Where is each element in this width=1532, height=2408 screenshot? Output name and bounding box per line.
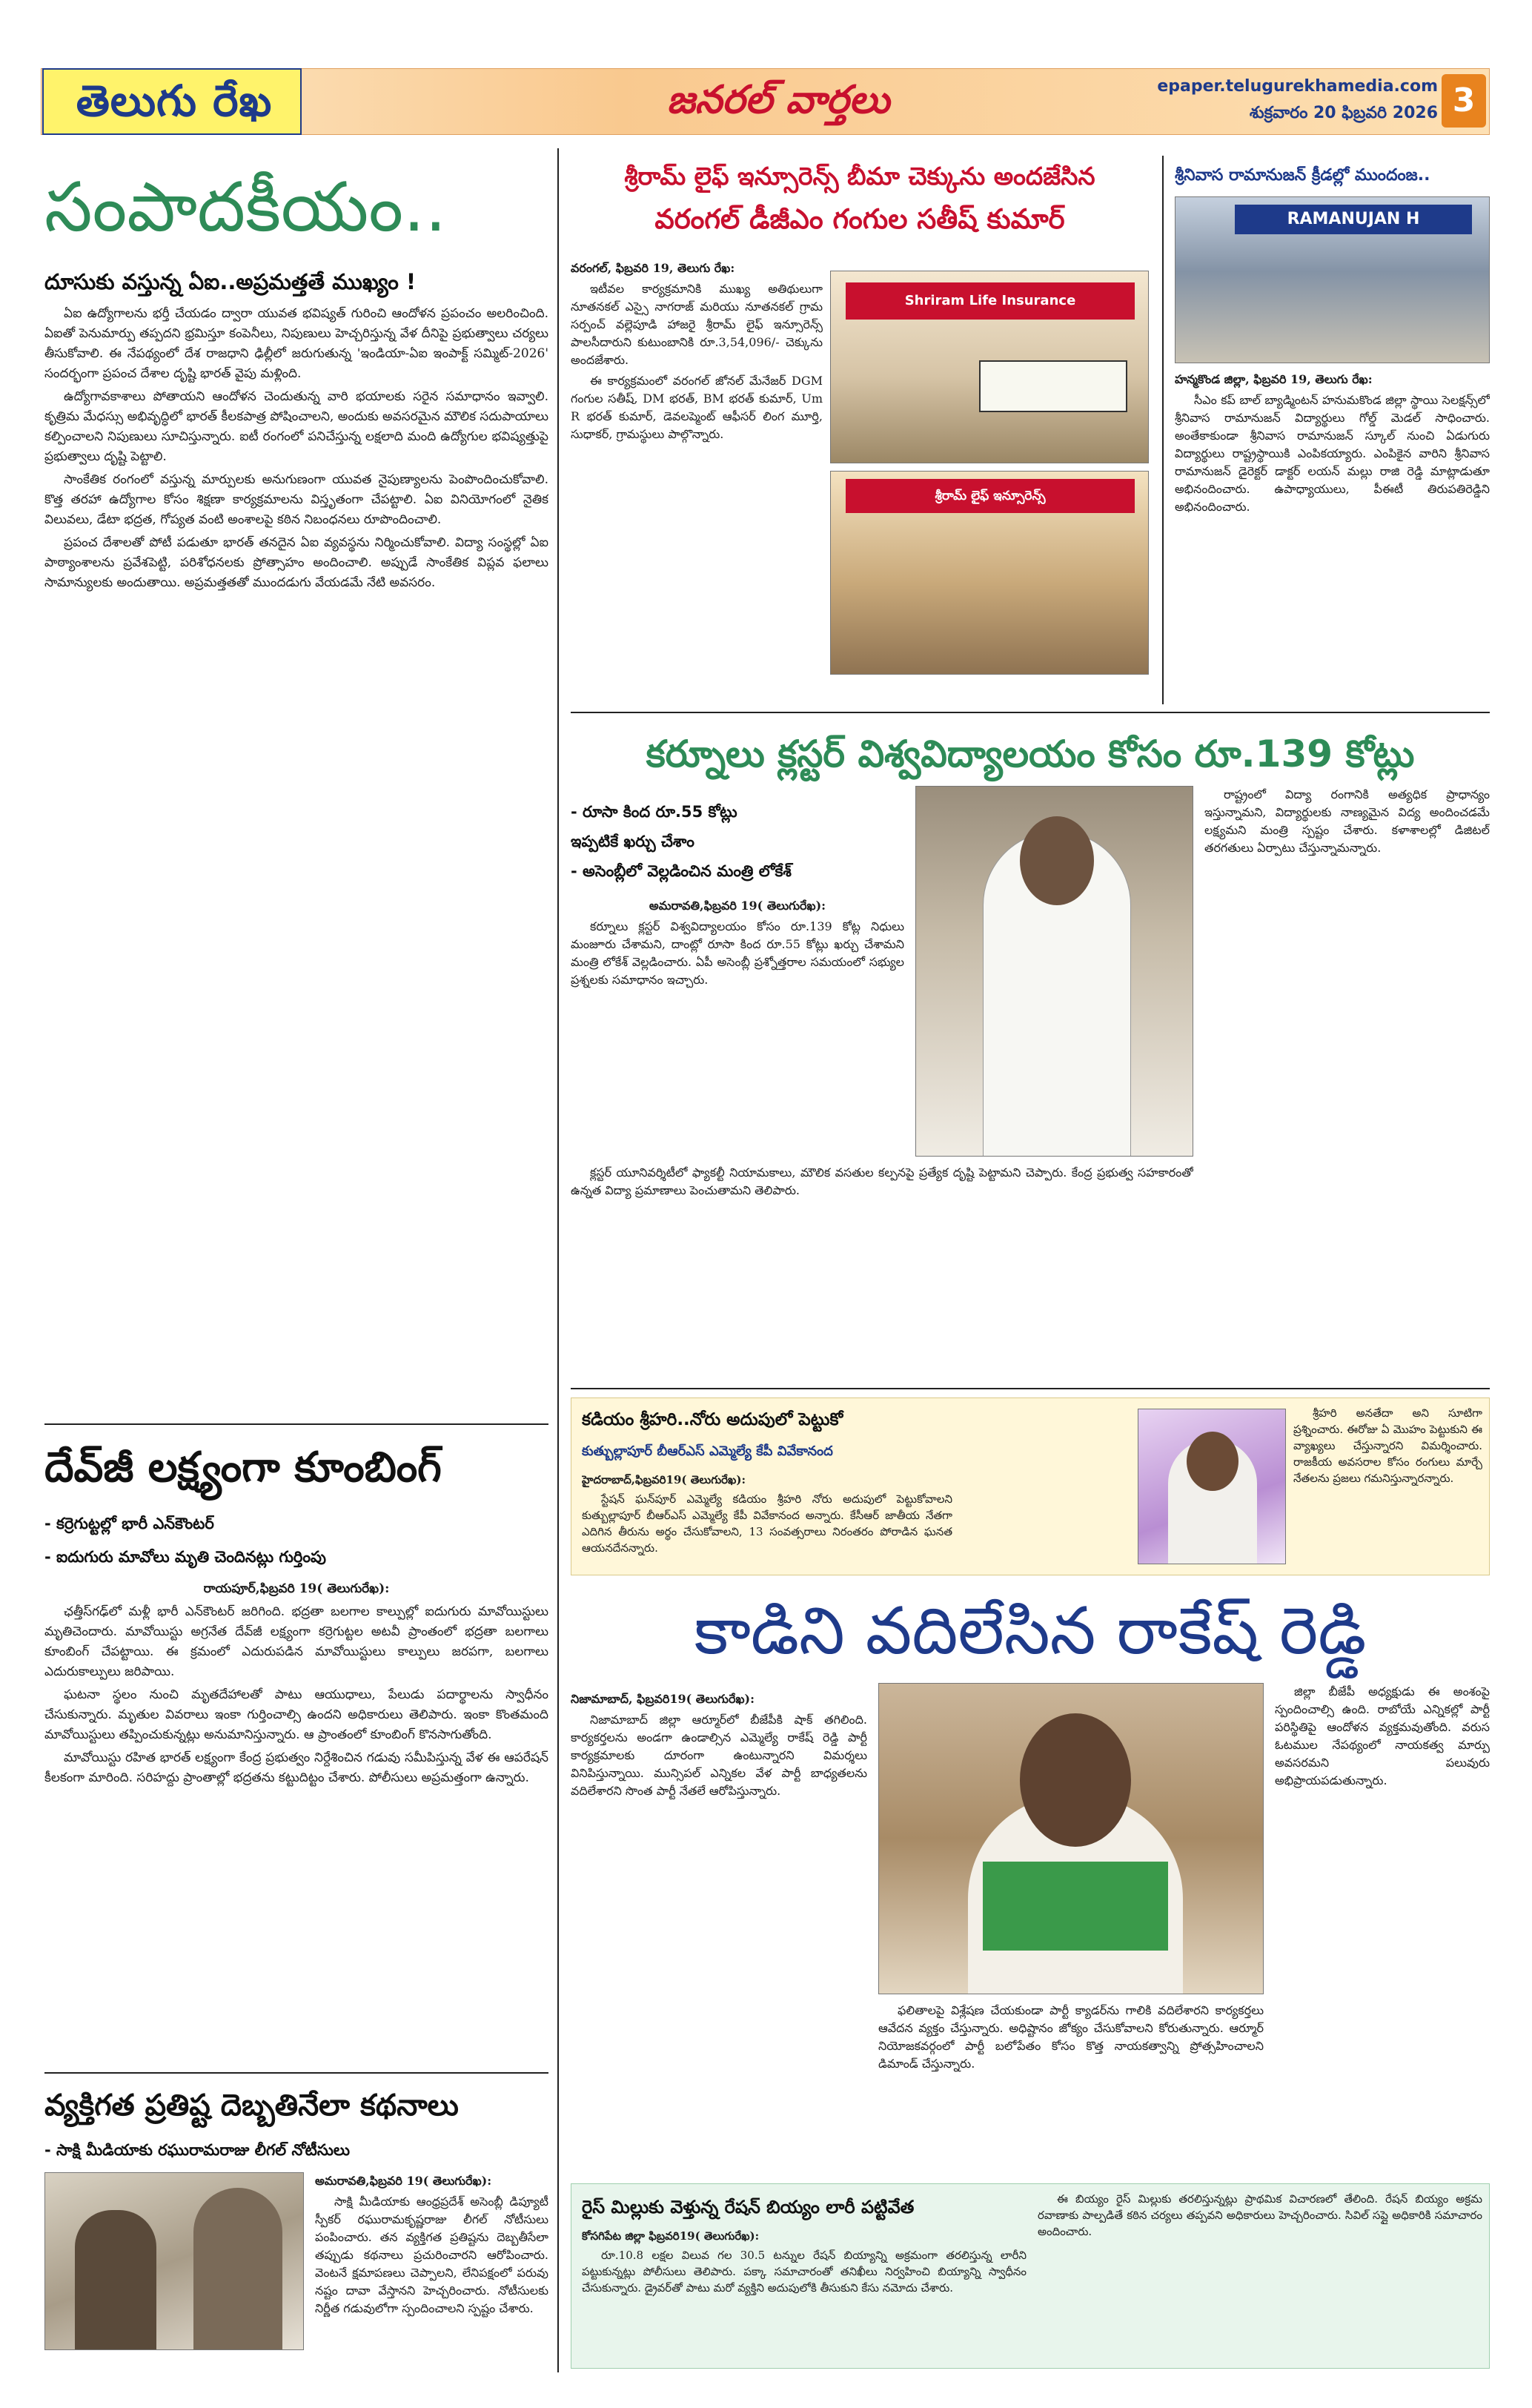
rakesh-paragraph: జిల్లా బీజేపీ అధ్యక్షుడు ఈ అంశంపై స్పందించాల్సి ఉంది. రాబోయే ఎన్నికల్లో పార్టీ పరిస్థితిపై ఆందోళన వ్యక్తమవుతోంది. వరుస ఓటముల నేపథ్యంలో నాయకత్వ మార్పు అవసరమని పలువురు అభిప్రాయపడుతున్నారు. (1275, 1684, 1490, 1787)
rakesh-body-right (1275, 1683, 1490, 2172)
kadiyam-dateline: హైదరాబాద్,ఫిబ్రవరి19( తెలుగురేఖ): (582, 1473, 746, 1486)
combing-paragraph: ఛత్తీస్‌గఢ్‌లో మళ్లీ భారీ ఎన్‌కౌంటర్ జరిగింది. భద్రతా బలగాల కాల్పుల్లో ఐదుగురు మావోయిస్టులు మృతిచెందారు. మావోయిస్టు అగ్రనేత దేవ్‌జీ లక్ష్యంగా కర్రెగుట్టల అటవీ ప్రాంతంలో భద్రతా బలగాలు కూంబింగ్ చేపట్టాయి. ఈ క్రమంలో ఎదురుపడిన మావోయిస్టులు కాల్పులు జరపగా, బలగాలు ఎదురుకాల్పులు జరిపాయి. (44, 1604, 548, 1679)
raghurama-photo (44, 2172, 304, 2350)
divider (44, 2072, 548, 2074)
kadiyam-paragraph: స్టేషన్ ఘన్‌పూర్ ఎమ్మెల్యే కడియం శ్రీహరి నోరు అదుపులో పెట్టుకోవాలని కుత్బుల్లాపూర్ బీఆర్ఎస్ ఎమ్మెల్యే కేపీ వివేకానంద అన్నారు. కేసీఆర్ జాతీయ నేతగా ఎదిగిన తీరును అర్థం చేసుకోవాలని, 13 సంవత్సరాలు నిరంతరం పోరాడిన ఘనత ఆయనదేనన్నారు. (582, 1492, 952, 1555)
kadiyam-body-left (582, 1472, 952, 1572)
editorial-banner: సంపాదకీయం.. (44, 168, 447, 247)
combing-paragraph: మావోయిస్టు రహిత భారత్ లక్ష్యంగా కేంద్ర ప్రభుత్వం నిర్దేశించిన గడువు సమీపిస్తున్న వేళ ఈ ఆపరేషన్ కీలకంగా మారింది. సరిహద్దు ప్రాంతాల్లో భద్రతను కట్టుదిట్టం చేశారు. పోలీసులు అప్రమత్తంగా ఉన్నారు. (44, 1750, 548, 1785)
page-number: 3 (1442, 74, 1486, 128)
legal-headline: వ్యక్తిగత ప్రతిష్ట దెబ్బతినేలా కథనాలు (44, 2088, 459, 2123)
srinivasa-photo (1175, 196, 1490, 363)
legal-subheadline: - సాక్షి మీడియాకు రఘురామరాజు లీగల్ నోటీసులు (44, 2141, 351, 2159)
ration-dateline: కోసగిపేట జిల్లా ఫిబ్రవరి19( తెలుగురేఖ): (582, 2229, 760, 2243)
legal-dateline: అమరావతి,ఫిబ్రవరి 19( తెలుగురేఖ): (315, 2174, 492, 2188)
editorial-paragraph: ఉద్యోగావకాశాలు పోతాయని ఆందోళన చెందుతున్న వారి భయాలకు సరైన సమాధానం ఇవ్వాలి. కృత్రిమ మేధస్సు అభివృద్ధిలో భారత్ కీలకపాత్ర పోషించాలని, అందుకు అవసరమైన మౌలిక సదుపాయాలు కల్పించాలని నిపుణులు సూచిస్తున్నారు. ఐటీ రంగంలో పనిచేస్తున్న లక్షలాది మంది ఉద్యోగుల భవిష్యత్తుపై ప్రభుత్వాలు దృష్టి పెట్టాలి. (44, 389, 548, 464)
ration-paragraph: రూ.10.8 లక్షల విలువ గల 30.5 టన్నుల రేషన్ బియ్యాన్ని అక్రమంగా తరలిస్తున్న లారీని పట్టుకున్నట్లు పోలీసులు తెలిపారు. పక్కా సమాచారంతో తనిఖీలు నిర్వహించి బియ్యాన్ని స్వాధీనం చేసుకున్నారు. డ్రైవర్‌తో పాటు మరో వ్యక్తిని అదుపులోకి తీసుకుని కేసు నమోదు చేశారు. (582, 2249, 1027, 2295)
sriram-body (571, 259, 823, 689)
divider (44, 1423, 548, 1425)
masthead-section-title: జనరల్ వార్తలు (666, 77, 890, 122)
lokesh-photo (915, 786, 1193, 1157)
sriram-paragraph: ఇటీవల కార్యక్రమానికి ముఖ్య అతిథులుగా నూతనకల్ ఎస్సై నాగరాజ్ మరియు నూతనకల్ గ్రామ సర్పంచ్ వల్లెపూడి హాజరై శ్రీరామ్ లైఫ్ ఇన్సూరెన్స్ పాలసీదారుని కుటుంబానికి రూ.3,54,096/- చెక్కును అందజేశారు. (571, 282, 823, 367)
combing-paragraph: ఘటనా స్థలం నుంచి మృతదేహాలతో పాటు ఆయుధాలు, పేలుడు పదార్థాలను స్వాధీనం చేసుకున్నారు. మృతుల వివరాలు ఇంకా గుర్తించాల్సి ఉందని అధికారులు తెలిపారు. ఇంకా కొంతమంది మావోయిస్టులు తప్పించుకున్నట్లు అనుమానిస్తున్నారు. ఆ ప్రాంతంలో కూంబింగ్ కొనసాగుతోంది. (44, 1687, 548, 1742)
party-scarf (983, 1862, 1168, 1951)
kurnool-bullet: ఇప్పటికే ఖర్చు చేశాం (571, 833, 694, 850)
combing-subheadline: - కర్రెగుట్టల్లో భారీ ఎన్‌కౌంటర్ (44, 1515, 214, 1532)
rakesh-paragraph: నిజామాబాద్ జిల్లా ఆర్మూర్‌లో బీజేపీకి షాక్ తగిలింది. కార్యకర్తలను అండగా ఉండాల్సిన ఎమ్మెల్యే రాకేష్ రెడ్డి పార్టీ కార్యక్రమాలకు దూరంగా ఉంటున్నారని విమర్శలు వినిపిస్తున్నాయి. మున్సిపల్ ఎన్నికల వేళ పార్టీ బాధ్యతలను వదిలేశారని సొంత పార్టీ నేతలే ఆరోపిస్తున్నారు. (571, 1713, 867, 1798)
editorial-body (44, 304, 548, 1409)
person-head (1020, 816, 1094, 905)
editorial-paragraph: సాంకేతిక రంగంలో వస్తున్న మార్పులకు అనుగుణంగా యువత నైపుణ్యాలను పెంపొందించుకోవాలి. కొత్త తరహా ఉద్యోగాల కోసం శిక్షణా కార్యక్రమాలను విస్తృతంగా చేపట్టాలి. ఏఐ వినియోగంలో నైతిక విలువలు, డేటా భద్రత, గోప్యత వంటి అంశాలపై కఠిన నిబంధనలు రూపొందించాలి. (44, 472, 548, 527)
sriram-headline (571, 156, 1149, 245)
masthead-logo: తెలుగు రేఖ (76, 76, 273, 126)
ration-body-left (582, 2228, 1027, 2361)
masthead-date: శుక్రవారం 20 ఫిబ్రవరి 2026 (1249, 104, 1438, 122)
rakesh-dateline: నిజామాబాద్, ఫిబ్రవరి19( తెలుగురేఖ): (571, 1692, 755, 1706)
kurnool-paragraph: క్లస్టర్ యూనివర్శిటీలో ఫ్యాకల్టీ నియామకాలు, మౌలిక వసతుల కల్పనపై ప్రత్యేక దృష్టి పెట్టామని చెప్పారు. కేంద్ర ప్రభుత్వ సహకారంతో ఉన్నత విద్యా ప్రమాణాలు పెంచుతామని తెలిపారు. (571, 1165, 1193, 1197)
rakesh-paragraph: ఫలితాలపై విశ్లేషణ చేయకుండా పార్టీ క్యాడర్‌ను గాలికి వదిలేశారని కార్యకర్తలు ఆవేదన వ్యక్తం చేస్తున్నారు. అధిష్టానం జోక్యం చేసుకోవాలని కోరుతున్నారు. ఆర్మూర్ నియోజకవర్గంలో పార్టీ బలోపేతం కోసం కొత్త నాయకత్వాన్ని ప్రోత్సహించాలని డిమాండ్ చేస్తున్నారు. (878, 2003, 1264, 2071)
kurnool-bullet: - అసెంబ్లీలో వెల్లడించిన మంత్రి లోకేశ్ (571, 862, 792, 880)
editorial-paragraph: ఏఐ ఉద్యోగాలను భర్తీ చేయడం ద్వారా యువత భవిష్యత్ గురించి ఆందోళన ప్రపంచం అలరించింది. ఏఐతో పెనుమార్పు తప్పదని భ్రమిస్తూ కంపెనీలు, నిపుణులు హెచ్చరిస్తున్న వేళ దీనిపై ప్రభుత్వాలు చర్యలు తీసుకోవాలి. ఈ నేపథ్యంలో దేశ రాజధాని ఢిల్లీలో జరుగుతున్న 'ఇండియా-ఏఐ ఇంపాక్ట్ సమ్మిట్-2026' సందర్భంగా ప్రపంచ దేశాల దృష్టి భారత్ వైపు మళ్లింది. (44, 306, 548, 381)
ration-body-right (1038, 2191, 1482, 2361)
combing-body (44, 1579, 548, 2061)
person-head (1020, 1713, 1131, 1847)
divider (571, 712, 1490, 713)
combing-dateline: రాయపూర్,ఫిబ్రవరి 19( తెలుగురేఖ): (203, 1581, 390, 1596)
kadiyam-body-right (1293, 1405, 1482, 1568)
editorial-paragraph: ప్రపంచ దేశాలతో పోటీ పడుతూ భారత్ తనదైన ఏఐ వ్యవస్థను నిర్మించుకోవాలి. విద్యా సంస్థల్లో ఏఐ పాఠ్యాంశాలను ప్రవేశపెట్టి, పరిశోధనలకు ప్రోత్సాహం అందించాలి. అప్పుడే సాంకేతిక విప్లవ ఫలాలు సామాన్యులకు అందుతాయి. అప్రమత్తతతో ముందడుగు వేయడమే నేటి అవసరం. (44, 535, 548, 590)
kurnool-headline: కర్నూలు క్లస్టర్ విశ్వవిద్యాలయం కోసం రూ.139 కోట్లు (646, 732, 1415, 775)
divider (571, 1388, 1490, 1389)
ration-paragraph: ఈ బియ్యం రైస్ మిల్లుకు తరలిస్తున్నట్లు ప్రాథమిక విచారణలో తేలింది. రేషన్ బియ్యం అక్రమ రవాణాకు పాల్పడితే కఠిన చర్యలు తప్పవని అధికారులు హెచ్చరించారు. సివిల్ సప్లై అధికారికి సమాచారం అందించారు. (1038, 2192, 1482, 2238)
ration-headline: రైస్ మిల్లుకు వెళ్తున్న రేషన్ బియ్యం లారీ పట్టివేత (582, 2197, 915, 2217)
kurnool-paragraph: రాష్ట్రంలో విద్యా రంగానికి అత్యధిక ప్రాధాన్యం ఇస్తున్నామని, విద్యార్థులకు నాణ్యమైన విద్య అందించడమే లక్ష్యమని మంత్రి స్పష్టం చేశారు. కళాశాలల్లో డిజిటల్ తరగతులు ఏర్పాటు చేస్తున్నామన్నారు. (1204, 787, 1490, 855)
vivekananda-photo (1138, 1409, 1286, 1564)
kurnool-paragraph: కర్నూలు క్లస్టర్ విశ్వవిద్యాలయం కోసం రూ.139 కోట్ల నిధులు మంజూరు చేశామని, దాంట్లో రూసా కింద రూ.55 కోట్లు ఖర్చు చేశామని మంత్రి లోకేశ్ వెల్లడించారు. ఏపీ అసెంబ్లీ ప్రశ్నోత్తరాల సమయంలో సభ్యుల ప్రశ్నలకు సమాధానం ఇచ్చారు. (571, 919, 904, 987)
column-divider (557, 148, 559, 2372)
combing-subheadline: - ఐదుగురు మావోలు మృతి చెందినట్లు గుర్తింపు (44, 1548, 326, 1566)
legal-body (315, 2172, 548, 2358)
combing-headline: దేవ్‌జీ లక్ష్యంగా కూంబింగ్ (44, 1443, 442, 1492)
rakesh-headline: కాడిని వదిలేసిన రాకేష్ రెడ్డి (694, 1592, 1367, 1669)
kurnool-dateline: అమరావతి,ఫిబ్రవరి 19( తెలుగురేఖ): (649, 899, 826, 913)
sriram-headline-line: శ్రీరామ్ లైఫ్ ఇన్సూరెన్స్ బీమా చెక్కును అందజేసిన (624, 162, 1095, 191)
sriram-headline-line: వరంగల్ డీజీఎం గంగుల సతీష్ కుమార్ (654, 203, 1065, 235)
banner: శ్రీరామ్ లైఫ్ ఇన్సూరెన్స్ (846, 479, 1135, 513)
person-head (1187, 1432, 1238, 1491)
kurnool-body-right (1204, 786, 1490, 1379)
legal-paragraph: సాక్షి మీడియాకు ఆంధ్రప్రదేశ్ అసెంబ్లీ డిప్యూటీ స్పీకర్ రఘురామకృష్ణరాజు లీగల్ నోటీసులు పంపించారు. తన వ్యక్తిగత ప్రతిష్టను దెబ్బతీసేలా తప్పుడు కథనాలు ప్రచురించారని ఆరోపించారు. వెంటనే క్షమాపణలు చెప్పాలని, లేనిపక్షంలో పరువు నష్టం దావా వేస్తానని హెచ్చరించారు. నోటీసులకు నిర్ణీత గడువులోగా స్పందించాలని స్పష్టం చేశారు. (315, 2194, 548, 2315)
masthead-website[interactable]: epaper.telugurekhamedia.com (1157, 77, 1438, 96)
kurnool-bullet: - రూసా కింద రూ.55 కోట్లు (571, 803, 737, 821)
sriram-paragraph: ఈ కార్యక్రమంలో వరంగల్ జోనల్ మేనేజర్ DGM గంగుల సతీష్, DM భరత్, BM భరత్ కుమార్, Um R భరత్ కుమార్, డెవలప్మెంట్ ఆఫీసర్ లింగ మూర్తి, సుధాకర్, గ్రామస్థులు పాల్గొన్నారు. (571, 374, 823, 441)
kadiyam-subheadline: కుత్బుల్లాపూర్ బీఆర్ఎస్ ఎమ్మెల్యే కేపీ వివేకానంద (582, 1443, 833, 1459)
column-divider (1162, 156, 1164, 704)
person-figure (193, 2188, 282, 2350)
sriram-dateline: వరంగల్, ఫిబ్రవరి 19, తెలుగు రేఖ: (571, 261, 735, 275)
banner: Shriram Life Insurance (846, 282, 1135, 320)
srinivasa-paragraph: సీఎం కప్ బాల్ బ్యాడ్మింటన్ హనుమకొండ జిల్లా స్థాయి సెలక్షన్స్‌లో శ్రీనివాస రామానుజన్ విద్యార్థులు గోల్డ్ మెడల్ సాధించారు. అంతేకాకుండా శ్రీనివాస రామానుజన్ స్కూల్ నుంచి ఏడుగురు విద్యార్థులు రాష్ట్రస్థాయికి ఎంపికయ్యారు. ఎంపికైన వారిని శ్రీనివాస రామానుజన్ డైరెక్టర్ డాక్టర్ లయన్ మల్లు రాజి రెడ్డి మాట్లాడుతూ అభినందించారు. ఉపాధ్యాయులు, పీఈటీ తిరుపతిరెడ్డిని అభినందించారు. (1175, 393, 1490, 514)
rakesh-body-bottom (878, 2002, 1264, 2172)
sriram-photo-cheque (830, 271, 1149, 463)
srinivasa-headline: శ్రీనివాస రామానుజన్ క్రీడల్లో ముందంజ.. (1175, 166, 1430, 185)
rakesh-photo (878, 1683, 1264, 1994)
kurnool-body-left (571, 897, 904, 1164)
kadiyam-headline: కడియం శ్రీహరి..నోరు అదుపులో పెట్టుకో (582, 1410, 843, 1429)
person-figure (75, 2210, 156, 2350)
srinivasa-body (1175, 371, 1490, 697)
srinivasa-dateline: హన్మకొండ జిల్లా, ఫిబ్రవరి 19, తెలుగు రేఖ: (1175, 372, 1373, 386)
sriram-photo-group (830, 471, 1149, 675)
kadiyam-paragraph: శ్రీహరి అనతేదా అని సూటిగా ప్రశ్నించారు. ఈరోజు ఏ మొహం పెట్టుకుని ఈ వ్యాఖ్యలు చేస్తున్నారని విమర్శించారు. రాజకీయ అవసరాల కోసం రంగులు మార్చే నేతలను ప్రజలు గమనిస్తున్నారన్నారు. (1293, 1406, 1482, 1485)
editorial-headline: దూసుకు వస్తున్న ఏఐ..అప్రమత్తతే ముఖ్యం ! (44, 269, 417, 294)
cheque-board (979, 360, 1127, 412)
rakesh-body-left (571, 1690, 867, 2172)
kurnool-body-bottom (571, 1164, 1193, 1379)
school-banner: RAMANUJAN H (1235, 205, 1472, 234)
